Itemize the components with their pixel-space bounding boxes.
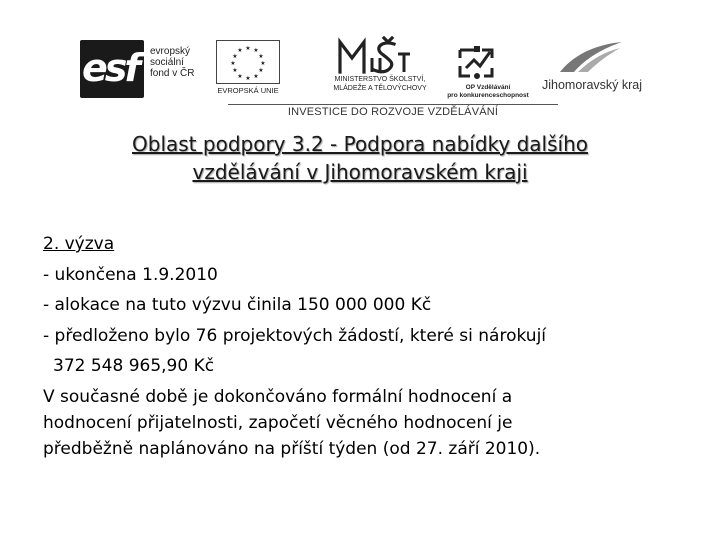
svg-text:★: ★ <box>245 45 251 52</box>
svg-text:★: ★ <box>232 67 238 74</box>
esf-logo-text <box>150 46 220 79</box>
msmt-caption-line: MLÁDEŽE A TĚLOVÝCHOVY <box>333 84 427 92</box>
svg-text:★: ★ <box>245 75 251 82</box>
svg-text:★: ★ <box>253 73 259 80</box>
esf-mark <box>80 40 144 98</box>
esf-text-line: sociální <box>150 57 184 68</box>
title-line: Oblast podpory 3.2 - Podpora nabídky dalšího <box>132 132 588 156</box>
svg-text:★: ★ <box>237 73 243 80</box>
jmk-swoosh-icon <box>556 38 626 76</box>
claimed-amount: 372 548 965,90 Kč <box>53 356 215 376</box>
jihomoravsky-kraj-logo <box>536 38 646 100</box>
op-caption-line: pro konkurenceschopnost <box>447 91 529 99</box>
svg-text:★: ★ <box>237 47 243 54</box>
esf-text-line: evropský <box>150 46 191 57</box>
op-logo <box>442 40 529 99</box>
slide-body <box>43 229 683 462</box>
paragraph-line: předběžně naplánováno na příští týden (od 27. září 2010). <box>43 438 541 459</box>
op-caption <box>442 84 534 99</box>
bullet-item: - předloženo bylo 76 projektových žádostí, které si nárokují <box>43 325 547 346</box>
jmk-caption: Jihomoravský kraj <box>541 78 643 92</box>
bullet-item: - alokace na tuto výzvu činila 150 000 000 Kč <box>43 295 432 315</box>
logo-bar <box>78 36 648 122</box>
logo-tagline: INVESTICE DO ROZVOJE VZDĚLÁVÁNÍ <box>228 104 558 118</box>
svg-text:★: ★ <box>232 53 238 60</box>
esf-text-line: fond v ČR <box>150 68 195 79</box>
msmt-caption-line: MINISTERSTVO ŠKOLSTVÍ, <box>334 76 426 83</box>
paragraph-line: V současné době je dokončováno formální hodnocení a <box>43 386 513 407</box>
svg-text:★: ★ <box>230 60 236 67</box>
svg-text:★: ★ <box>260 60 266 67</box>
esf-letters: esf <box>82 46 138 90</box>
title-line: vzdělávání v Jihomoravském kraji <box>192 160 528 184</box>
svg-text:★: ★ <box>258 53 264 60</box>
eu-caption: EVROPSKÁ UNIE <box>217 86 279 95</box>
op-caption-line: OP Vzdělávání <box>465 84 511 91</box>
op-mark-icon <box>450 40 502 84</box>
call-heading: 2. výzva <box>43 234 115 254</box>
eu-logo <box>214 40 282 98</box>
svg-text:★: ★ <box>253 47 259 54</box>
msmt-mark-icon <box>334 36 414 76</box>
esf-logo <box>80 40 210 98</box>
paragraph-line: hodnocení přijatelnosti, započetí věcného hodnocení je <box>43 412 513 433</box>
page-title <box>80 130 640 186</box>
status-paragraph <box>43 384 683 462</box>
msmt-caption <box>324 76 436 93</box>
msmt-logo <box>324 36 436 98</box>
eu-flag-icon <box>216 40 280 84</box>
svg-text:★: ★ <box>258 67 264 74</box>
bullet-item: - ukončena 1.9.2010 <box>43 264 218 285</box>
